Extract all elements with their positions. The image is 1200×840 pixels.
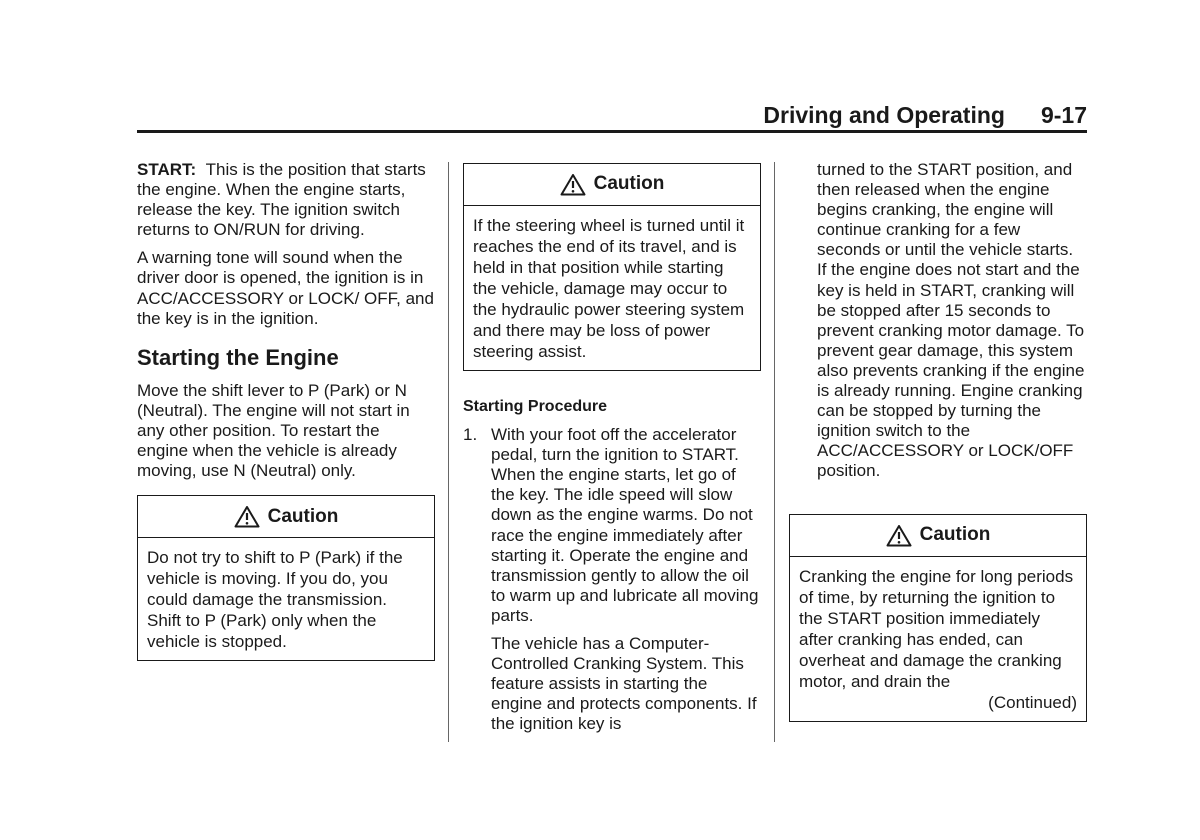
caution-title: Caution	[267, 505, 339, 527]
procedure-step-1	[463, 425, 761, 742]
caution-box-steering	[463, 163, 761, 371]
start-text: This is the position that starts the engine. When the engine starts, release the key. The ignition switch returns to ON/RUN for driving.	[137, 160, 426, 240]
caution-title: Caution	[593, 173, 665, 195]
step-1-continuation: The vehicle has a Computer-Controlled Cranking System. This feature assists in starting the engine and protects components. If the ignition key is	[491, 634, 757, 734]
warning-tone-paragraph: A warning tone will sound when the driver door is opened, the ignition is in ACC/ACCESSORY or LOCK/ OFF, and the key is in the ignition.	[137, 248, 434, 328]
warning-triangle-icon	[560, 173, 586, 196]
step-number: 1.	[463, 425, 478, 445]
column-2	[463, 160, 761, 743]
caution-box-cranking	[789, 514, 1087, 722]
caution-title: Caution	[919, 524, 991, 546]
column-1	[137, 160, 435, 661]
page-number: 9-17	[1040, 102, 1087, 128]
shift-lever-paragraph: Move the shift lever to P (Park) or N (Neutral). The engine will not start in any other position. To restart the engine when the vehicle is already moving, use N (Neutral) only.	[137, 380, 410, 481]
page-header	[137, 100, 1087, 133]
column-divider-1	[448, 162, 449, 742]
caution-body: If the steering wheel is turned until it reaches the end of its travel, and is held in that position while starting the vehicle, damage may occur to the hydraulic power steering system and there may be loss of power steering assist.	[473, 216, 745, 361]
step-1-text: With your foot off the accelerator pedal, turn the ignition to START. When the engine starts, let go of the key. The idle speed will slow down as the engine warms. Do not race the engine immediately after starting it. Operate the engine and transmission gently to allow the oil to warm up and lubricate all moving parts.	[491, 425, 759, 625]
procedure-subheading: Starting Procedure	[463, 398, 608, 415]
caution-body: Do not try to shift to P (Park) if the vehicle is moving. If you do, you could damage the transmission. Shift to P (Park) only when the vehicle is stopped.	[147, 548, 403, 652]
caution-header	[138, 496, 434, 538]
continued-label: (Continued)	[988, 693, 1077, 712]
start-paragraph	[137, 160, 435, 240]
section-title: Driving and Operating	[763, 102, 1005, 128]
column-3-text	[817, 160, 1087, 490]
column-divider-2	[774, 162, 775, 742]
caution-text: Cranking the engine for long periods of time, by returning the ignition to the START position immediately after cranking has ended, can overheat and damage the cranking motor, and drain the	[799, 567, 1074, 691]
section-heading: Starting the Engine	[137, 344, 339, 370]
warning-triangle-icon	[886, 524, 912, 547]
warning-triangle-icon	[234, 505, 260, 528]
caution-box-shift	[137, 495, 435, 661]
cranking-paragraph: turned to the START position, and then released when the engine begins cranking, the engine will continue cranking for a few seconds or until the vehicle starts. If the engine does not start and the key is held in START, cranking will be stopped after 15 seconds to prevent cranking motor damage. To prevent gear damage, this system also prevents cranking if the engine is already running. Engine cranking can be stopped by turning the ignition switch to the ACC/ACCESSORY or LOCK/OFF position.	[817, 160, 1085, 481]
caution-header	[790, 515, 1086, 557]
start-term: START:	[137, 160, 197, 179]
caution-body	[790, 557, 1086, 721]
column-3-caution	[789, 514, 1087, 722]
caution-header	[464, 164, 760, 206]
